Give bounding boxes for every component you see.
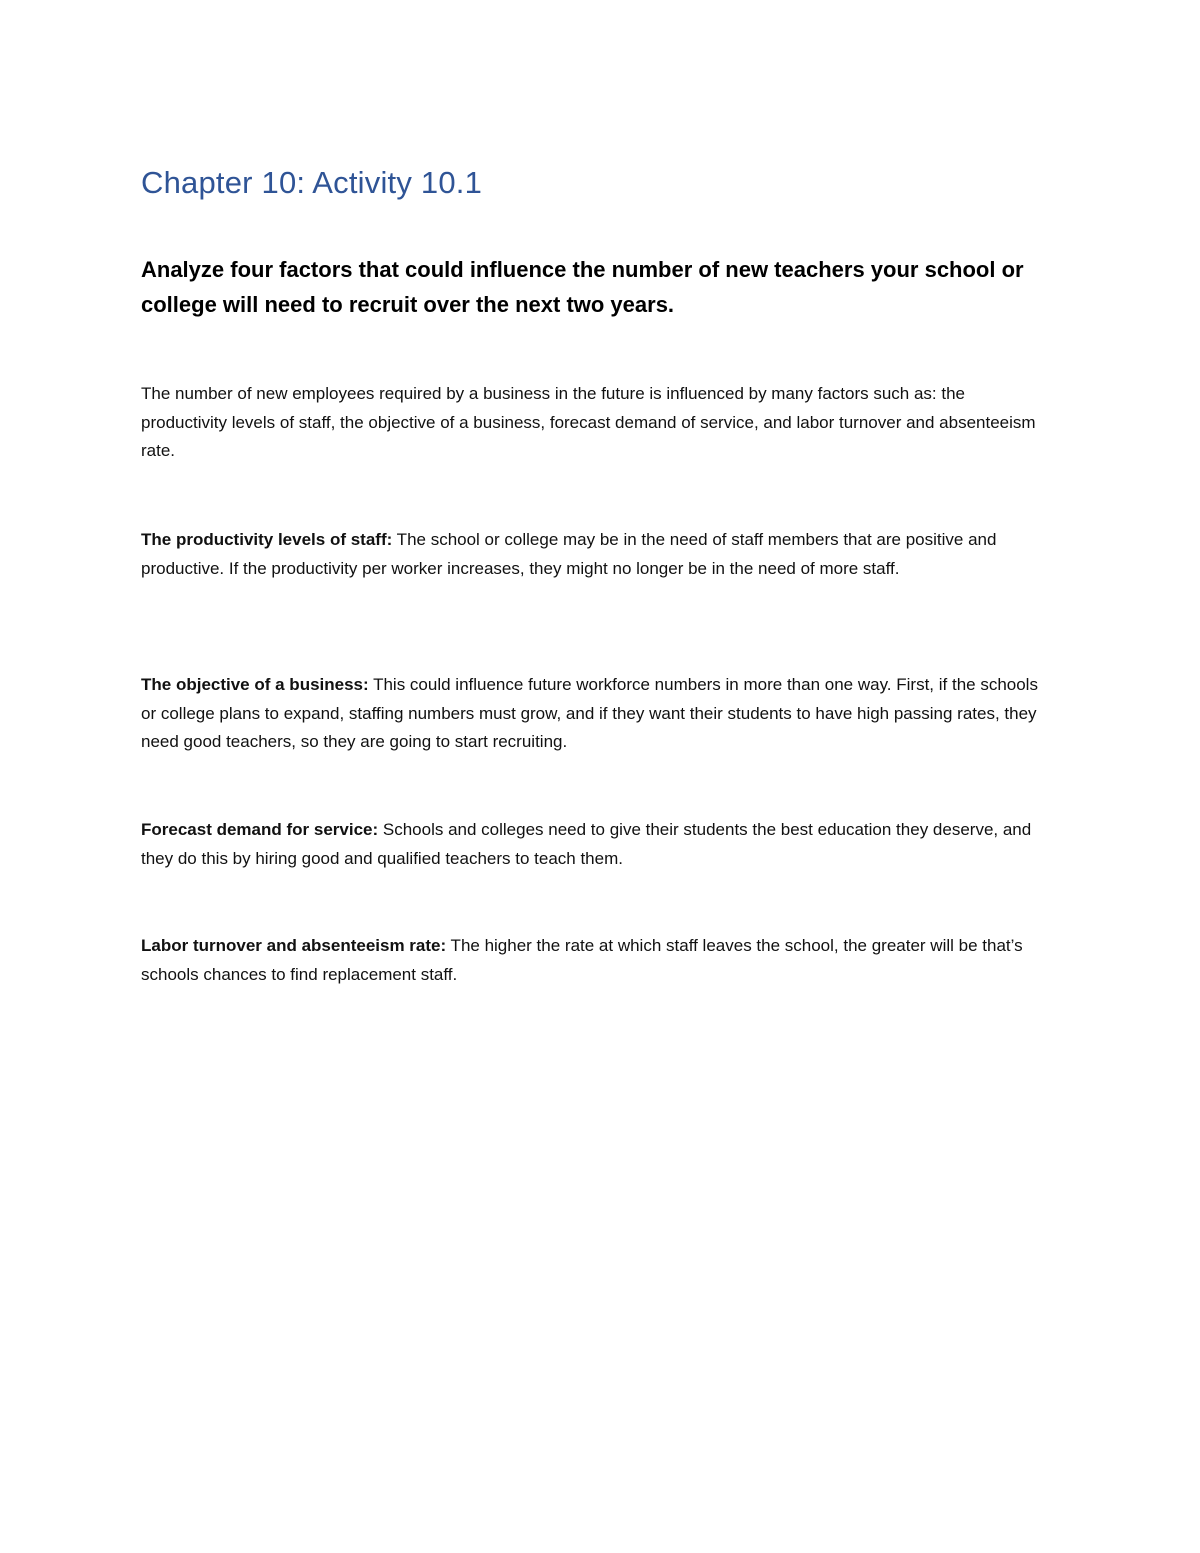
factor-paragraph-productivity (141, 526, 1053, 583)
document-title: Chapter 10: Activity 10.1 (141, 165, 483, 200)
factor-paragraph-objective (141, 671, 1053, 757)
factor-text: This could influence future workforce numbers in more than one way. First, if the schools or college plans to expand, staffing numbers must grow, and if they want their students to have high passing rates, they need good teachers, so they are going to start recruiting. (141, 675, 1038, 751)
factor-term: The objective of a business: (141, 675, 369, 694)
factor-paragraph-demand (141, 816, 1053, 873)
factor-term: Forecast demand for service: (141, 820, 379, 839)
factor-paragraph-turnover (141, 932, 1053, 989)
factor-term: The productivity levels of staff: (141, 530, 393, 549)
factor-text: The higher the rate at which staff leaves the school, the greater will be that’s schools chances to find replacement staff. (141, 936, 1023, 984)
factor-term: Labor turnover and absenteeism rate: (141, 936, 447, 955)
factor-text: Schools and colleges need to give their students the best education they deserve, and they do this by hiring good and qualified teachers to teach them. (141, 820, 1032, 868)
activity-prompt: Analyze four factors that could influence the number of new teachers your school or college will need to recruit over the next two years. (141, 257, 1024, 317)
intro-paragraph: The number of new employees required by a business in the future is influenced by many factors such as: the productivity levels of staff, the objective of a business, forecast demand of service, and labor turnover and absenteeism rate. (141, 384, 1036, 460)
factor-text: The school or college may be in the need of staff members that are positive and productive. If the productivity per worker increases, they might no longer be in the need of more staff. (141, 530, 997, 578)
